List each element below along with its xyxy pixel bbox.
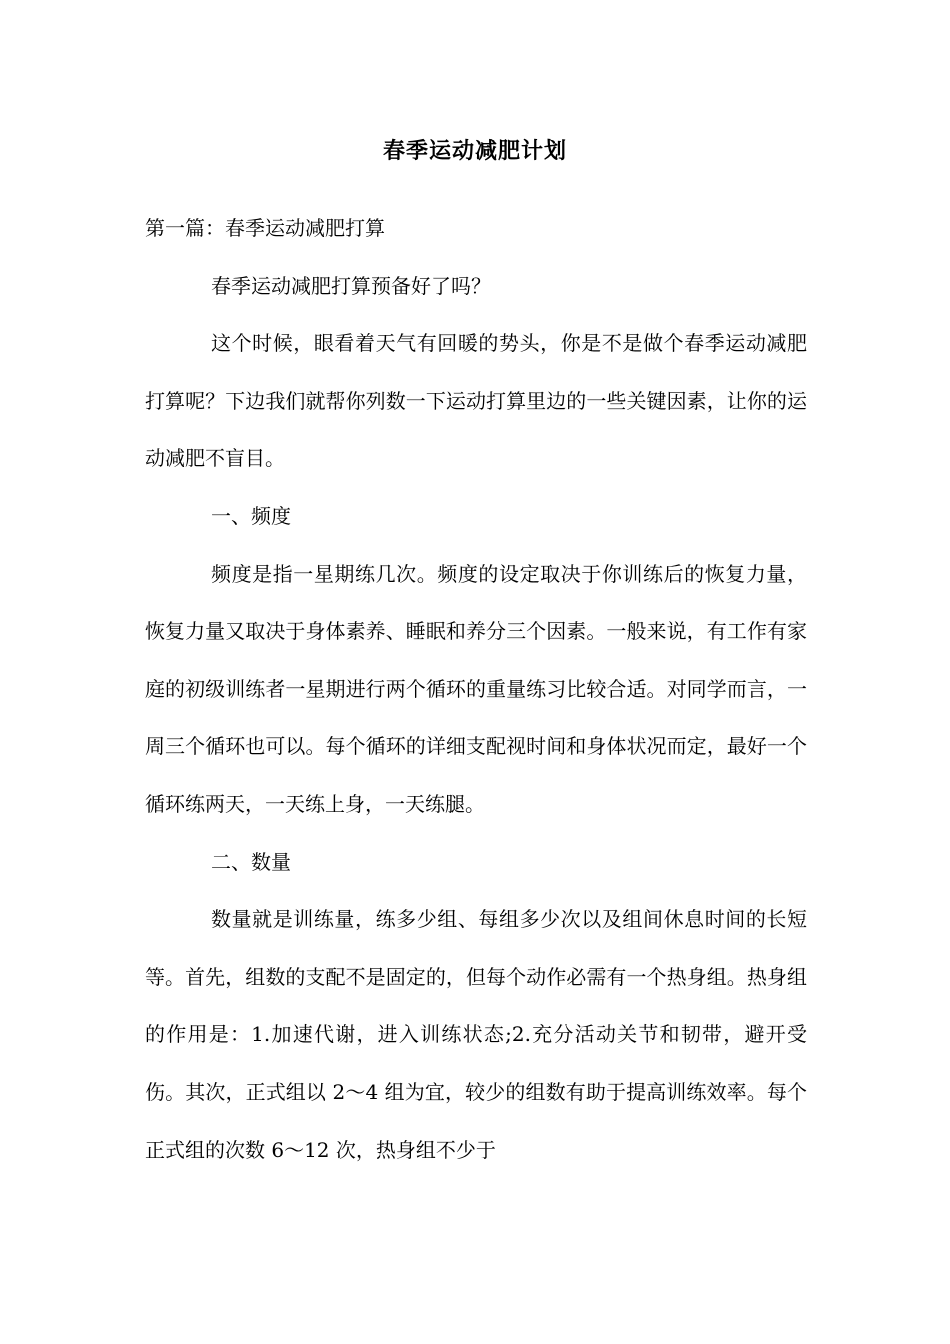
paragraph: 数量就是训练量，练多少组、每组多少次以及组间休息时间的长短等。首先，组数的支配不是固定的，但每个动作必需有一个热身组。热身组的作用是：1.加速代谢，进入训练状态;2.充分活动关节和韧带，避开受伤。其次，正式组以 2～4 组为宜，较少的组数有助于提高训练效率。每个正式组的次数 6～12 次，热身组不少于	[145, 907, 807, 1162]
paragraph: 频度是指一星期练几次。频度的设定取决于你训练后的恢复力量，恢复力量又取决于身体素养、睡眠和养分三个因素。一般来说，有工作有家庭的初级训练者一星期进行两个循环的重量练习比较合适。对同学而言，一周三个循环也可以。每个循环的详细支配视时间和身体状况而定，最好一个循环练两天，一天练上身，一天练腿。	[145, 561, 807, 816]
document-title: 春季运动减肥计划	[382, 139, 567, 164]
subheading: 一、频度	[211, 503, 291, 528]
paragraph: 这个时候，眼看着天气有回暖的势头，你是不是做个春季运动减肥打算呢？下边我们就帮你列数一下运动打算里边的一些关键因素，让你的运动减肥不盲目。	[145, 331, 807, 471]
section-heading: 第一篇：春季运动减肥打算	[145, 216, 385, 240]
document-body	[145, 200, 807, 1179]
paragraph: 春季运动减肥打算预备好了吗？	[211, 273, 491, 298]
subheading: 二、数量	[211, 849, 291, 874]
